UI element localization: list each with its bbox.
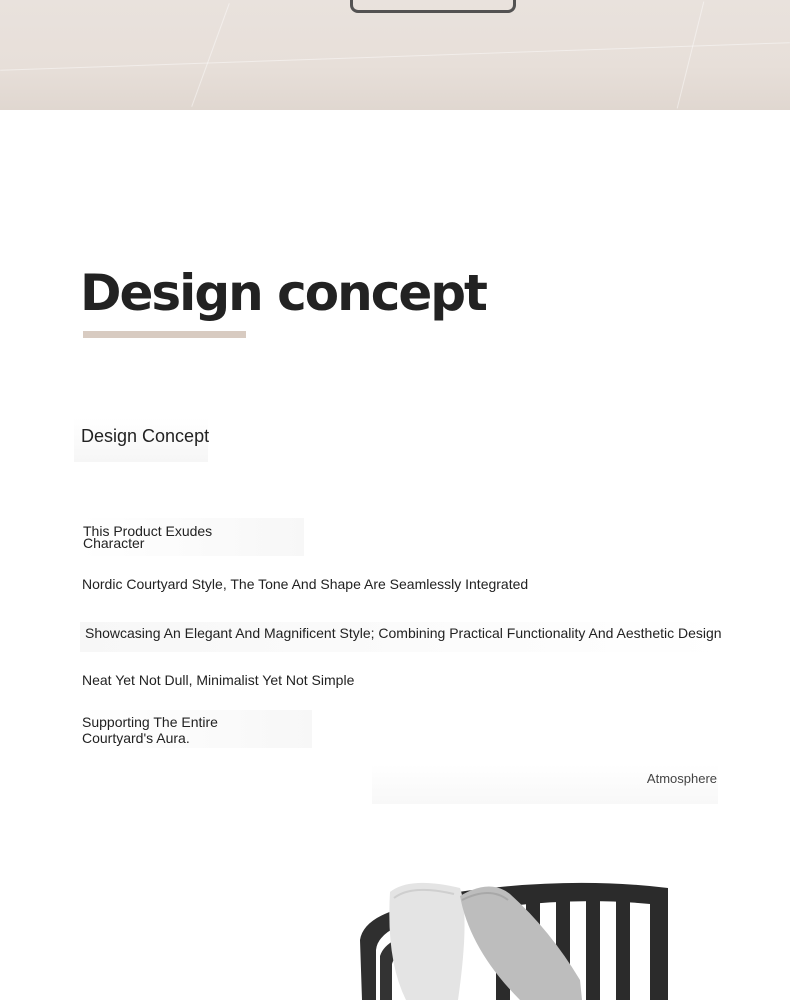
feature-line-text: Supporting The Entire Courtyard's Aura. xyxy=(82,714,218,746)
furniture-base xyxy=(350,0,516,13)
page-title: Design concept xyxy=(80,264,486,322)
floor-tile-seam xyxy=(0,42,790,71)
feature-line-text: Showcasing An Elegant And Magnificent Style; Combining Practical Functionality And Aesthetic Design xyxy=(85,625,722,641)
section-subheading xyxy=(74,418,208,462)
feature-line-text: This Product Exudes Character xyxy=(83,523,213,551)
feature-line xyxy=(80,518,304,556)
outdoor-chair-image xyxy=(350,870,690,1000)
floor-tile-seam xyxy=(677,2,705,109)
title-underline xyxy=(83,331,246,338)
subheading-label: Design Concept xyxy=(81,426,210,446)
product-photo-top xyxy=(0,0,790,110)
feature-line xyxy=(80,622,730,652)
atmosphere-caption xyxy=(372,764,718,804)
caption-label: Atmosphere xyxy=(646,771,717,786)
feature-line: Neat Yet Not Dull, Minimalist Yet Not Simple xyxy=(82,672,355,688)
feature-line: Nordic Courtyard Style, The Tone And Shape Are Seamlessly Integrated xyxy=(82,576,529,592)
floor-tile-seam xyxy=(191,3,230,107)
feature-line xyxy=(80,710,312,748)
